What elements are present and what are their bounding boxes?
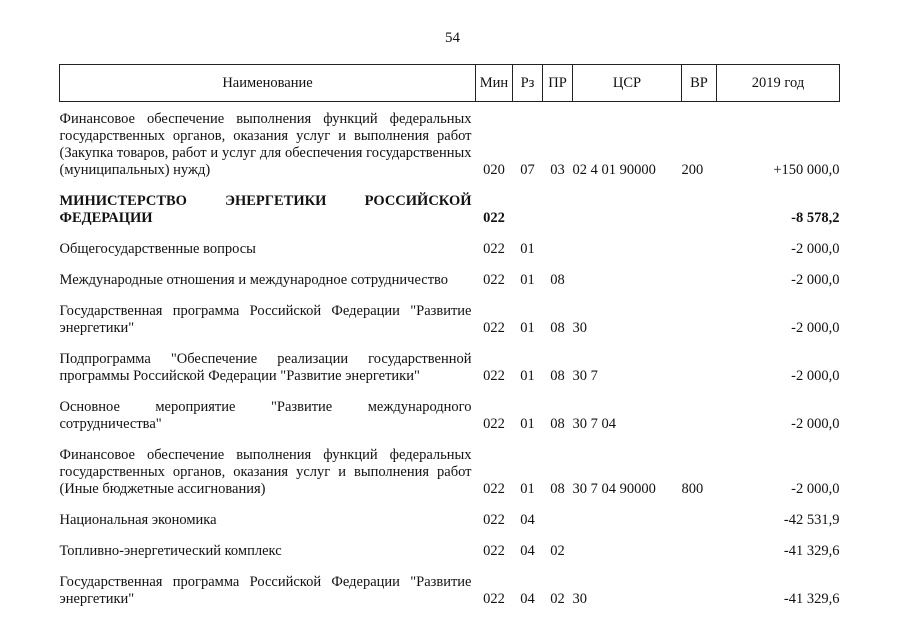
header-vr: ВР	[682, 65, 717, 102]
row-vr: 200	[681, 162, 704, 178]
row-pr: 08	[550, 272, 565, 288]
row-rz: 07	[520, 162, 535, 178]
row-vr	[682, 294, 717, 342]
table-row	[60, 263, 840, 294]
header-row	[60, 65, 840, 102]
row-csr: 30	[572, 591, 587, 607]
table-row	[60, 102, 840, 185]
row-pr	[543, 503, 573, 534]
row-min: 022	[483, 368, 505, 384]
table-row	[60, 534, 840, 565]
row-pr: 02	[550, 543, 565, 559]
row-amount: -2 000,0	[791, 416, 840, 432]
row-vr	[682, 342, 717, 390]
row-pr: 02	[550, 591, 565, 607]
row-name: Государственная программа Российской Федерации "Развитие энергетики"	[59, 574, 472, 607]
row-amount: -2 000,0	[791, 320, 840, 336]
row-amount: -41 329,6	[783, 543, 840, 559]
row-vr	[682, 232, 717, 263]
row-rz: 04	[520, 543, 535, 559]
row-pr	[543, 184, 573, 232]
table-row	[60, 503, 840, 534]
row-vr	[682, 184, 717, 232]
row-name: Подпрограмма "Обеспечение реализации государственной программы Российской Федерации "Развитие энергетики"	[59, 351, 472, 384]
row-rz: 01	[520, 481, 535, 497]
row-vr	[682, 390, 717, 438]
row-amount: -41 329,6	[783, 591, 840, 607]
row-name: МИНИСТЕРСТВО ЭНЕРГЕТИКИ РОССИЙСКОЙ ФЕДЕРАЦИИ	[59, 193, 472, 226]
row-pr	[543, 232, 573, 263]
table-row	[60, 232, 840, 263]
row-csr: 30 7 04	[572, 416, 616, 432]
row-rz: 01	[520, 320, 535, 336]
row-rz: 01	[520, 272, 535, 288]
row-name: Государственная программа Российской Федерации "Развитие энергетики"	[59, 303, 472, 336]
row-pr: 08	[550, 368, 565, 384]
row-rz: 01	[520, 368, 535, 384]
row-amount: -2 000,0	[791, 241, 840, 257]
header-amount: 2019 год	[717, 65, 840, 102]
header-name: Наименование	[60, 65, 476, 102]
table-row	[60, 438, 840, 503]
table-row	[60, 565, 840, 613]
row-amount: -2 000,0	[791, 368, 840, 384]
row-pr: 08	[550, 320, 565, 336]
row-pr: 08	[550, 416, 565, 432]
header-csr: ЦСР	[573, 65, 682, 102]
page-number: 54	[445, 30, 460, 46]
table-row	[60, 390, 840, 438]
row-rz: 01	[520, 416, 535, 432]
header-rz: Рз	[513, 65, 543, 102]
header-pr: ПР	[543, 65, 573, 102]
row-pr: 03	[550, 162, 565, 178]
row-amount: -2 000,0	[791, 272, 840, 288]
row-name: Финансовое обеспечение выполнения функций федеральных государственных органов, оказания услуг и выполнения работ (Закупка товаров, работ и услуг для обеспечения государственных (муниципальных) нужд)	[59, 111, 472, 178]
row-csr: 30 7	[572, 368, 598, 384]
row-csr	[573, 232, 682, 263]
row-amount: -8 578,2	[791, 210, 840, 226]
row-csr	[573, 184, 682, 232]
row-vr: 800	[681, 481, 704, 497]
row-min: 022	[483, 416, 505, 432]
row-vr	[682, 565, 717, 613]
row-rz: 04	[520, 512, 535, 528]
row-min: 022	[483, 591, 505, 607]
row-csr: 02 4 01 90000	[572, 162, 656, 178]
row-rz	[513, 184, 543, 232]
row-min: 022	[483, 272, 505, 288]
row-amount: -42 531,9	[783, 512, 840, 528]
row-pr: 08	[550, 481, 565, 497]
row-min: 022	[483, 543, 505, 559]
table-row	[60, 294, 840, 342]
table-row	[60, 184, 840, 232]
row-vr	[682, 503, 717, 534]
row-amount: +150 000,0	[773, 162, 840, 178]
row-vr	[682, 263, 717, 294]
row-csr: 30 7 04 90000	[572, 481, 656, 497]
row-vr	[682, 534, 717, 565]
row-name: Топливно-энергетический комплекс	[59, 543, 282, 559]
row-name: Международные отношения и международное сотрудничество	[59, 272, 449, 288]
row-amount: -2 000,0	[791, 481, 840, 497]
row-min: 022	[483, 320, 505, 336]
row-csr	[573, 263, 682, 294]
row-rz: 01	[520, 241, 535, 257]
row-min: 022	[483, 481, 505, 497]
budget-table	[59, 64, 840, 613]
row-csr	[573, 503, 682, 534]
row-min: 020	[483, 162, 505, 178]
row-csr	[573, 534, 682, 565]
row-name: Общегосударственные вопросы	[59, 241, 256, 257]
row-name: Основное мероприятие "Развитие международного сотрудничества"	[59, 399, 472, 432]
row-min: 022	[483, 512, 505, 528]
header-min: Мин	[476, 65, 513, 102]
row-name: Национальная экономика	[59, 512, 217, 528]
row-min: 022	[483, 241, 505, 257]
row-csr: 30	[572, 320, 587, 336]
row-rz: 04	[520, 591, 535, 607]
table-row	[60, 342, 840, 390]
row-min: 022	[483, 210, 505, 226]
row-name: Финансовое обеспечение выполнения функций федеральных государственных органов, оказания услуг и выполнения работ (Иные бюджетные ассигнования)	[59, 447, 472, 497]
